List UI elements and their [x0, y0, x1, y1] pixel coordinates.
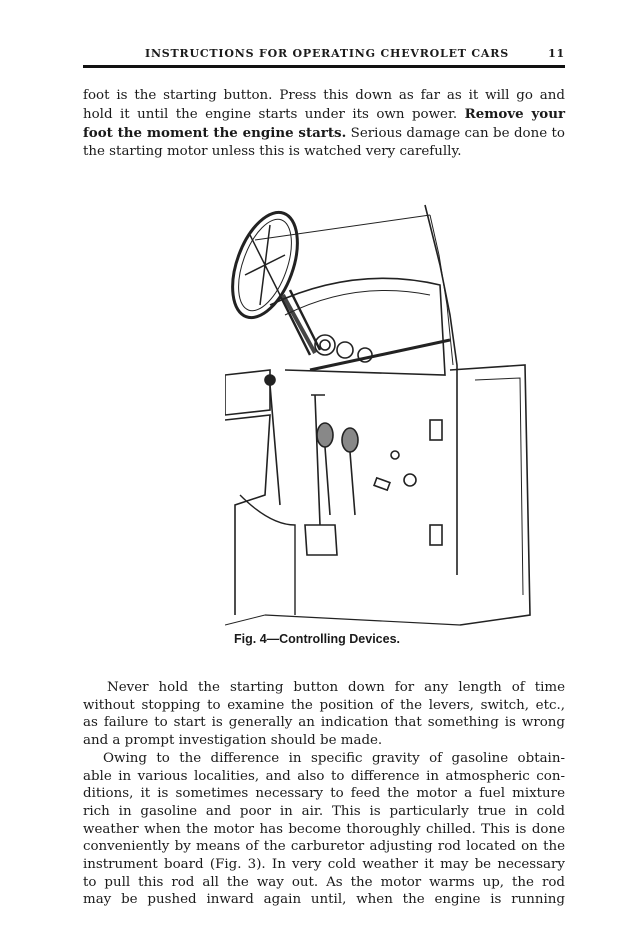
text-line: Owing to the difference in specific gravity of gasoline obtain- — [103, 750, 565, 766]
text-line: the starting motor unless this is watched very carefully. — [83, 144, 462, 159]
hinge — [430, 420, 442, 440]
header-rule — [83, 65, 565, 68]
windshield-pillar — [425, 205, 457, 575]
door — [450, 365, 530, 625]
figure-caption: Fig. 4—Controlling Devices. — [234, 632, 400, 646]
text-line: conveniently by means of the carburetor adjusting rod located on the — [83, 839, 565, 855]
text-line: instrument board (Fig. 3). In very cold weather it may be necessary — [83, 857, 565, 873]
text-line — [83, 105, 565, 124]
header-title: INSTRUCTIONS FOR OPERATING CHEVROLET CARS — [145, 47, 509, 60]
text-line: to pull this rod all the way out. As the motor warms up, the rod — [83, 874, 565, 890]
text-line: ditions, it is sometimes necessary to feed the motor a fuel mixture — [83, 786, 565, 802]
text-span: Serious damage can be done to — [350, 126, 565, 141]
text-line: foot is the starting button. Press this down as far as it will go and — [83, 88, 565, 103]
text-line — [83, 124, 565, 143]
text-line: and a prompt investigation should be made. — [83, 733, 383, 749]
text-line: Never hold the starting button down for any length of time — [107, 680, 565, 695]
bold-warning: foot the moment the engine starts. — [83, 125, 347, 141]
running-header — [83, 47, 565, 65]
page-number: 11 — [548, 47, 565, 60]
text-line: rich in gasoline and poor in air. This is particularly true in cold — [83, 803, 565, 819]
text-line: without stopping to examine the position of the levers, switch, etc., — [83, 697, 565, 713]
text-line: may be pushed inward again until, when the engine is running — [83, 892, 565, 908]
starter-button — [391, 451, 399, 459]
steering-wheel — [225, 204, 310, 327]
seat — [225, 370, 270, 615]
text-line: as failure to start is generally an indication that something is wrong — [83, 715, 565, 731]
text-span: hold it until the engine starts under its own power. — [83, 107, 458, 122]
windshield-rod — [255, 215, 430, 240]
text-line: weather when the motor has become thoroughly chilled. This is done — [83, 821, 565, 837]
paragraph-never-hold — [83, 679, 565, 909]
bold-warning: Remove your — [464, 106, 566, 122]
text-line: able in various localities, and also to difference in atmospheric con- — [83, 768, 565, 784]
pedal — [317, 423, 333, 447]
paragraph-starting-button — [83, 87, 565, 161]
brake-lever — [311, 395, 325, 525]
figure-controlling-devices — [225, 195, 535, 630]
